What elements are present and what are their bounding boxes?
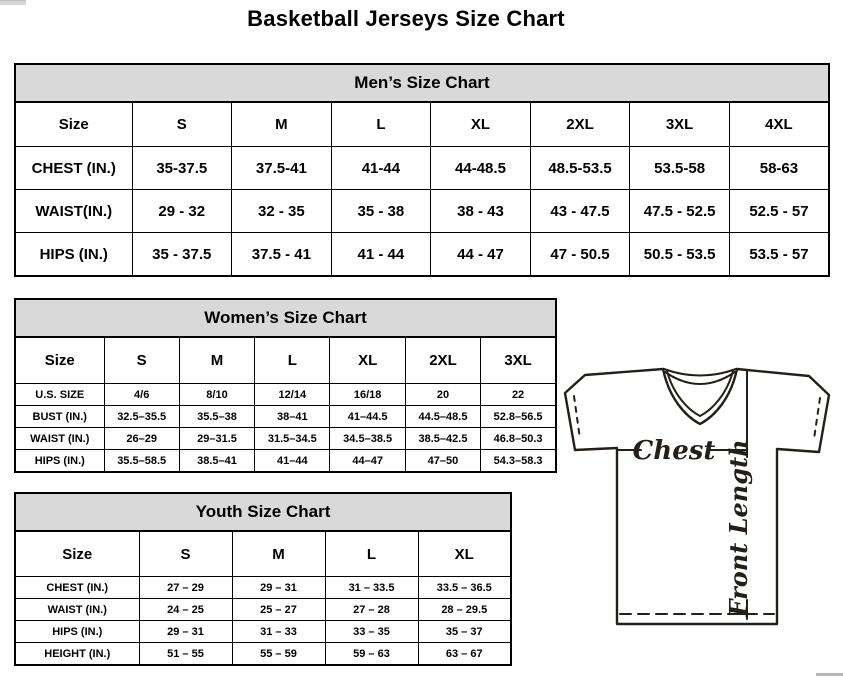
column-header: XL	[431, 102, 531, 147]
table-row	[15, 233, 829, 277]
size-cell: 55 – 59	[232, 643, 325, 666]
size-cell: 50.5 - 53.5	[630, 233, 730, 277]
size-cell: 32 - 35	[232, 190, 332, 233]
size-cell: 38 - 43	[431, 190, 531, 233]
table-row	[15, 621, 511, 643]
size-cell: 35.5–58.5	[104, 450, 179, 473]
size-cell: 35.5–38	[179, 406, 254, 428]
size-cell: 53.5 - 57	[729, 233, 829, 277]
size-cell: 53.5-58	[630, 147, 730, 190]
size-cell: 41–44	[255, 450, 330, 473]
size-cell: 38.5–42.5	[405, 428, 480, 450]
womens-size-table	[14, 298, 557, 473]
chest-label: Chest	[632, 436, 716, 466]
column-header: L	[255, 337, 330, 384]
section-title: Women’s Size Chart	[15, 299, 556, 337]
size-cell: 38.5–41	[179, 450, 254, 473]
size-cell: 35 – 37	[418, 621, 511, 643]
column-header: 3XL	[630, 102, 730, 147]
size-cell: 31 – 33.5	[325, 577, 418, 599]
size-cell: 26–29	[104, 428, 179, 450]
size-cell: 31.5–34.5	[255, 428, 330, 450]
scrollbar-fragment-left	[0, 0, 26, 5]
size-cell: 33.5 – 36.5	[418, 577, 511, 599]
column-header: L	[331, 102, 431, 147]
column-header: Size	[15, 531, 139, 577]
column-header: L	[325, 531, 418, 577]
size-cell: 37.5 - 41	[232, 233, 332, 277]
size-cell: 35 - 38	[331, 190, 431, 233]
column-header: XL	[418, 531, 511, 577]
size-cell: 59 – 63	[325, 643, 418, 666]
front-length-label: Front Length	[724, 439, 753, 617]
size-cell: 16/18	[330, 384, 405, 406]
jersey-collar-band	[665, 372, 735, 384]
column-header: M	[179, 337, 254, 384]
size-cell: 31 – 33	[232, 621, 325, 643]
row-label: WAIST (IN.)	[15, 428, 104, 450]
size-cell: 29–31.5	[179, 428, 254, 450]
size-cell: 35 - 37.5	[132, 233, 232, 277]
size-cell: 46.8–50.3	[481, 428, 556, 450]
size-cell: 47–50	[405, 450, 480, 473]
column-header: M	[232, 531, 325, 577]
size-cell: 27 – 28	[325, 599, 418, 621]
row-label: U.S. SIZE	[15, 384, 104, 406]
row-label: HEIGHT (IN.)	[15, 643, 139, 666]
size-cell: 52.5 - 57	[729, 190, 829, 233]
table-row	[15, 384, 556, 406]
size-cell: 29 – 31	[139, 621, 232, 643]
size-cell: 28 – 29.5	[418, 599, 511, 621]
size-cell: 20	[405, 384, 480, 406]
size-cell: 25 – 27	[232, 599, 325, 621]
column-header: 3XL	[481, 337, 556, 384]
section-title: Youth Size Chart	[15, 493, 511, 531]
size-cell: 41–44.5	[330, 406, 405, 428]
table-row	[15, 643, 511, 666]
size-cell: 29 – 31	[232, 577, 325, 599]
size-cell: 38–41	[255, 406, 330, 428]
row-label: HIPS (IN.)	[15, 621, 139, 643]
column-header: 2XL	[405, 337, 480, 384]
row-label: HIPS (IN.)	[15, 450, 104, 473]
size-cell: 8/10	[179, 384, 254, 406]
column-header: S	[139, 531, 232, 577]
size-cell: 47 - 50.5	[530, 233, 630, 277]
size-cell: 33 – 35	[325, 621, 418, 643]
size-cell: 51 – 55	[139, 643, 232, 666]
size-cell: 58-63	[729, 147, 829, 190]
size-cell: 22	[481, 384, 556, 406]
size-cell: 43 - 47.5	[530, 190, 630, 233]
size-cell: 63 – 67	[418, 643, 511, 666]
table-row	[15, 450, 556, 473]
jersey-collar-band-top	[664, 369, 736, 376]
size-cell: 34.5–38.5	[330, 428, 405, 450]
row-label: HIPS (IN.)	[15, 233, 132, 277]
row-label: BUST (IN.)	[15, 406, 104, 428]
size-cell: 41 - 44	[331, 233, 431, 277]
size-cell: 29 - 32	[132, 190, 232, 233]
size-cell: 12/14	[255, 384, 330, 406]
column-header: S	[132, 102, 232, 147]
table-row	[15, 406, 556, 428]
left-cuff-stitch	[574, 396, 580, 439]
section-title: Men’s Size Chart	[15, 64, 829, 102]
size-cell: 24 – 25	[139, 599, 232, 621]
column-header: Size	[15, 102, 132, 147]
size-cell: 37.5-41	[232, 147, 332, 190]
size-cell: 44.5–48.5	[405, 406, 480, 428]
size-cell: 44 - 47	[431, 233, 531, 277]
table-row	[15, 428, 556, 450]
table-row	[15, 190, 829, 233]
size-cell: 44-48.5	[431, 147, 531, 190]
page-title: Basketball Jerseys Size Chart	[247, 6, 565, 31]
size-cell: 27 – 29	[139, 577, 232, 599]
column-header: M	[232, 102, 332, 147]
row-label: CHEST (IN.)	[15, 147, 132, 190]
size-cell: 47.5 - 52.5	[630, 190, 730, 233]
column-header: 4XL	[729, 102, 829, 147]
size-cell: 48.5-53.5	[530, 147, 630, 190]
jersey-measurement-diagram	[553, 360, 843, 652]
column-header: 2XL	[530, 102, 630, 147]
table-row	[15, 147, 829, 190]
size-cell: 44–47	[330, 450, 405, 473]
scrollbar-fragment-right	[816, 673, 843, 676]
size-cell: 41-44	[331, 147, 431, 190]
column-header: Size	[15, 337, 104, 384]
right-cuff-stitch	[814, 398, 820, 439]
jersey-outline	[565, 369, 829, 624]
size-cell: 35-37.5	[132, 147, 232, 190]
row-label: WAIST (IN.)	[15, 599, 139, 621]
table-row	[15, 577, 511, 599]
size-cell: 54.3–58.3	[481, 450, 556, 473]
mens-size-table	[14, 63, 830, 277]
size-cell: 4/6	[104, 384, 179, 406]
size-cell: 32.5–35.5	[104, 406, 179, 428]
column-header: XL	[330, 337, 405, 384]
column-header: S	[104, 337, 179, 384]
row-label: WAIST(IN.)	[15, 190, 132, 233]
size-cell: 52.8–56.5	[481, 406, 556, 428]
youth-size-table	[14, 492, 512, 666]
row-label: CHEST (IN.)	[15, 577, 139, 599]
table-row	[15, 599, 511, 621]
